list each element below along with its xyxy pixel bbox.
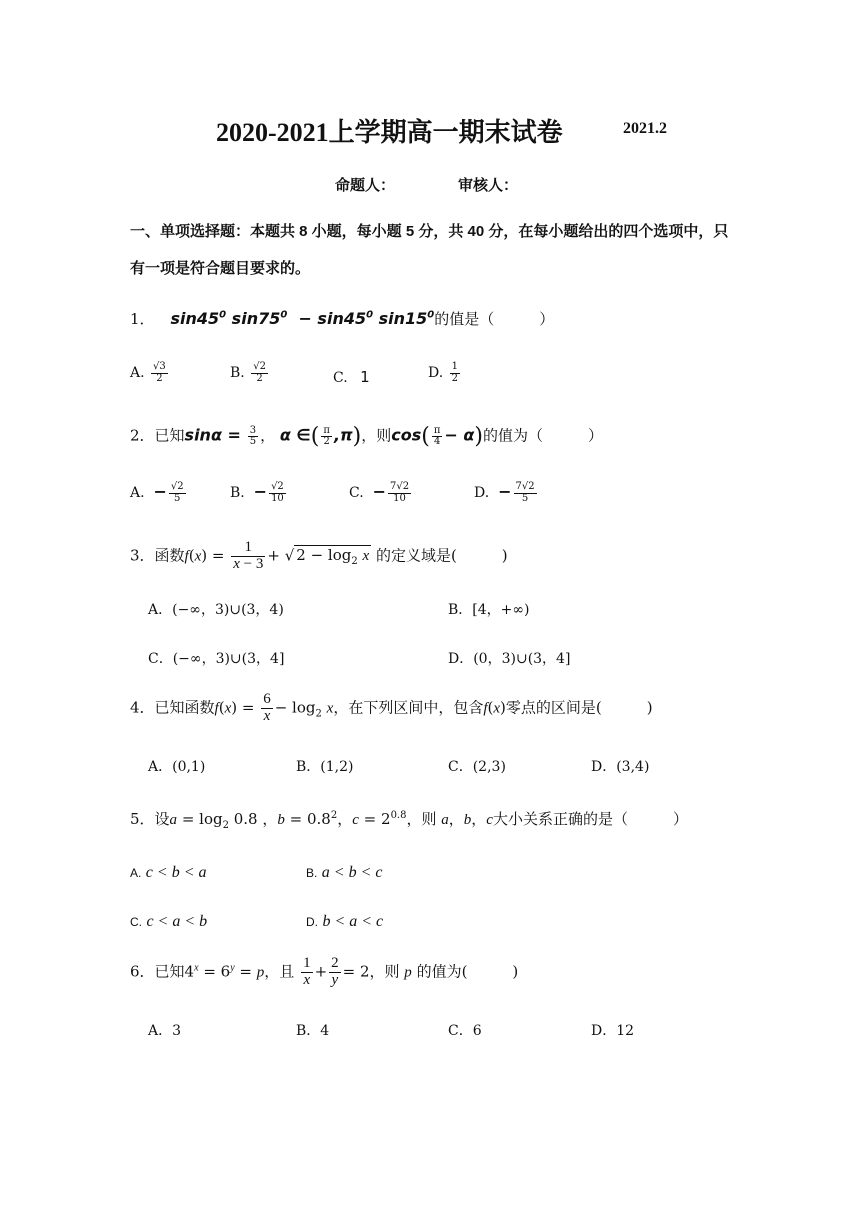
q3-option-d: D．(0，3)∪(3，4] xyxy=(448,651,571,667)
q5-option-b: B. a < b < c xyxy=(306,864,383,881)
section-heading-line2: 有一项是符合题目要求的。 xyxy=(130,260,311,277)
q6-option-d: D．12 xyxy=(591,1023,635,1039)
reviewer-label: 审核人： xyxy=(458,177,519,194)
q4-option-c: C．(2,3) xyxy=(448,759,506,775)
question-1-number: 1． xyxy=(130,310,155,328)
q5-option-c: C. c < a < b xyxy=(130,913,208,930)
question-2: 2．已知sinα = $\frac{3}{5}$ ， α ∈( $\frac{\pi}{2}$ ,π)，则cos( $\frac{\pi}{4}$ − α)的值为（ ） xyxy=(130,424,604,449)
question-4: 4．已知函数f(x) = $\frac{6}{x}$ − $\log_2 x$，在下列区间中，包含f(x)零点的区间是( ) xyxy=(130,691,653,724)
q2-option-d: D. − $\frac{7√2}{5}$ xyxy=(474,481,535,504)
section-heading-line1: 一、单项选择题：本题共 8 小题，每小题 5 分，共 40 分，在每小题给出的四个选项中，只 xyxy=(130,223,729,240)
q3-option-b: B．[4，+∞) xyxy=(448,602,530,618)
question-1-tail: 的值是（ ） xyxy=(434,310,555,328)
question-5: 5．设$a = \log_2 0.8$ ，$b = 0.8^2$，$c = 2^{0.8}$，则 a，b，c大小关系正确的是（ ） xyxy=(130,810,688,831)
question-1-expression: $\sin 45^0$ $\sin 75^0 - \sin 45^0$ $\sin 15^0$ xyxy=(159,309,435,328)
q2-option-a: A. − $\frac{√2}{5}$ xyxy=(130,481,184,504)
q1-option-c: C. 1 xyxy=(333,368,370,386)
q6-option-a: A．3 xyxy=(148,1023,182,1039)
q2-option-c: C. − $\frac{7√2}{10}$ xyxy=(349,481,410,504)
q1-option-a: A. $\frac{√3}{2}$ xyxy=(130,361,166,384)
q4-option-d: D．(3,4) xyxy=(591,759,650,775)
q4-option-b: B．(1,2) xyxy=(296,759,354,775)
q6-option-c: C．6 xyxy=(448,1023,482,1039)
question-6: 6．已知$4^x = 6^y = p$，且 $\frac{1}{x}$ + $\frac{2}{y}$ = 2，则 p 的值为( ) xyxy=(130,955,519,988)
q1-option-b: B. $\frac{√2}{2}$ xyxy=(230,361,266,384)
q3-option-c: C．(−∞，3)∪(3，4] xyxy=(148,651,285,667)
q2-option-b: B. − $\frac{√2}{10}$ xyxy=(230,481,284,504)
page-title: 2020-2021上学期高一期末试卷 xyxy=(216,118,563,147)
q5-option-a: A. c < b < a xyxy=(130,864,207,881)
question-1 xyxy=(130,308,554,329)
question-3: 3．函数f(x) = $\frac{1}{x - 3}$ + √ $2 - \log_2 x$ 的定义域是( ) xyxy=(130,539,508,572)
setter-label: 命题人： xyxy=(335,177,396,194)
q1-option-d: D. $\frac{1}{2}$ xyxy=(428,361,459,384)
q6-option-b: B．4 xyxy=(296,1023,330,1039)
q5-option-d: D. b < a < c xyxy=(306,913,384,930)
q4-option-a: A．(0,1) xyxy=(148,759,206,775)
q3-option-a: A．(−∞，3)∪(3，4) xyxy=(148,602,284,618)
exam-date: 2021.2 xyxy=(623,120,667,137)
